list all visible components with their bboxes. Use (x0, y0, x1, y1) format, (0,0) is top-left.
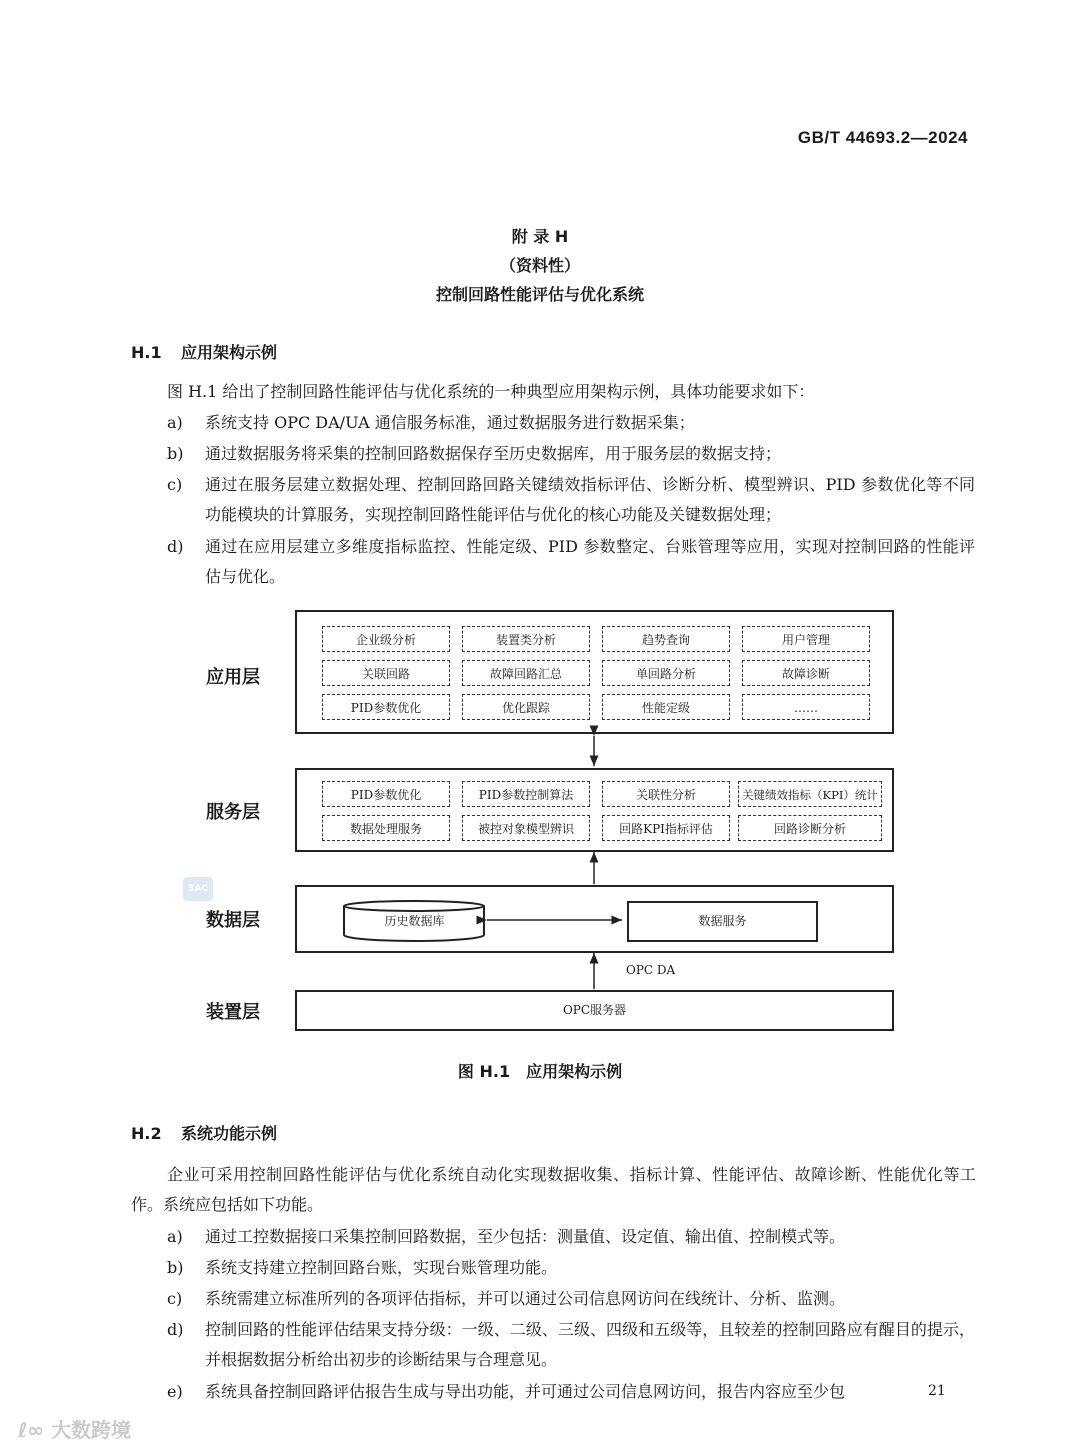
list-item-label: e) (167, 1382, 183, 1401)
list-item-text: 系统具备控制回路评估报告生成与导出功能，并可通过公司信息网访问，报告内容应至少包 (205, 1382, 846, 1401)
app-cell: 故障回路汇总 (462, 660, 590, 686)
app-cell: 装置类分析 (462, 626, 590, 652)
section-2-title: 系统功能示例 (181, 1124, 278, 1143)
list-item-text: 系统支持 OPC DA/UA 通信服务标准，通过数据服务进行数据采集； (205, 413, 695, 432)
section-1-number: H.1 (131, 343, 162, 362)
page-number: 21 (928, 1383, 946, 1399)
app-cell: 故障诊断 (742, 660, 870, 686)
list-item-text: 通过数据服务将采集的控制回路数据保存至历史数据库，用于服务层的数据支持； (205, 444, 782, 463)
data-layer-label: 数据层 (206, 910, 260, 931)
list-item-text: 通过在应用层建立多维度指标监控、性能定级、PID 参数整定、台账管理等应用，实现对控制回路的性能评估与优化。 (205, 537, 975, 586)
watermark-logo-icon: ℓ∞ (18, 1418, 52, 1442)
standard-id: GB/T 44693.2—2024 (797, 128, 968, 147)
service-layer-label: 服务层 (206, 802, 260, 823)
service-cell: 关联性分析 (602, 781, 730, 807)
section-2-heading (131, 1121, 277, 1144)
list-item-text: 系统支持建立控制回路台账，实现台账管理功能。 (205, 1258, 558, 1277)
list-item-text: 通过工控数据接口采集控制回路数据，至少包括：测量值、设定值、输出值、控制模式等。 (205, 1227, 846, 1246)
opc-da-label: OPC DA (626, 963, 676, 977)
list-item-text: 系统需建立标准所列的各项评估指标，并可以通过公司信息网访问在线统计、分析、监测。 (205, 1289, 846, 1308)
appendix-name: 控制回路性能评估与优化系统 (435, 285, 644, 304)
appendix-title: 附 录 H (511, 227, 569, 246)
device-layer: OPC服务器 (295, 990, 894, 1031)
database-label: 历史数据库 (384, 914, 445, 928)
service-cell: PID参数优化 (322, 781, 450, 807)
device-layer-label: 装置层 (206, 1002, 260, 1023)
list-item (167, 1253, 975, 1283)
application-layer-label: 应用层 (206, 667, 260, 688)
list-item-label: d) (167, 537, 184, 556)
list-item-label: c) (167, 475, 183, 494)
list-item-label: b) (167, 444, 184, 463)
list-item-label: b) (167, 1258, 184, 1277)
watermark-text: 大数跨境 (51, 1418, 132, 1442)
service-cell: 数据处理服务 (322, 815, 450, 841)
app-cell: PID参数优化 (322, 694, 450, 720)
list-item-label: d) (167, 1320, 184, 1339)
service-cell: 回路诊断分析 (738, 815, 882, 841)
list-item (167, 1315, 975, 1375)
list-item (167, 1222, 975, 1252)
list-item (167, 1284, 975, 1314)
section-1-intro: 图 H.1 给出了控制回路性能评估与优化系统的一种典型应用架构示例，具体功能要求如下： (167, 382, 815, 401)
figure-caption: 图 H.1 应用架构示例 (457, 1062, 623, 1081)
sac-logo: SAC (183, 877, 213, 901)
app-cell: 优化跟踪 (462, 694, 590, 720)
list-item (167, 1377, 927, 1407)
app-cell: 用户管理 (742, 626, 870, 652)
section-2-number: H.2 (131, 1124, 162, 1143)
app-cell: 单回路分析 (602, 660, 730, 686)
appendix-type: （资料性） (499, 256, 580, 275)
app-cell: 性能定级 (602, 694, 730, 720)
list-item-label: c) (167, 1289, 183, 1308)
service-cell: 被控对象模型辨识 (462, 815, 590, 841)
service-cell: 回路KPI指标评估 (602, 815, 730, 841)
app-cell: 趋势查询 (602, 626, 730, 652)
app-cell: …… (742, 694, 870, 720)
list-item-label: a) (167, 1227, 183, 1246)
app-cell: 关联回路 (322, 660, 450, 686)
list-item-text: 通过在服务层建立数据处理、控制回路回路关键绩效指标评估、诊断分析、模型辨识、PID 参数优化等不同功能模块的计算服务，实现控制回路性能评估与优化的核心功能及关键数据处理； (205, 475, 975, 524)
section-1-title: 应用架构示例 (181, 343, 278, 362)
list-item-label: a) (167, 413, 183, 432)
list-item-text: 控制回路的性能评估结果支持分级：一级、二级、三级、四级和五级等，且较差的控制回路应有醒目的提示，并根据数据分析给出初步的诊断结果与合理意见。 (205, 1320, 975, 1369)
service-cell: PID参数控制算法 (462, 781, 590, 807)
section-2-intro: 企业可采用控制回路性能评估与优化系统自动化实现数据收集、指标计算、性能评估、故障诊断、性能优化等工作。系统应包括如下功能。 (131, 1165, 976, 1214)
data-service-box: 数据服务 (627, 901, 818, 942)
service-cell: 关键绩效指标（KPI）统计 (738, 781, 882, 807)
watermark (18, 1414, 131, 1443)
app-cell: 企业级分析 (322, 626, 450, 652)
